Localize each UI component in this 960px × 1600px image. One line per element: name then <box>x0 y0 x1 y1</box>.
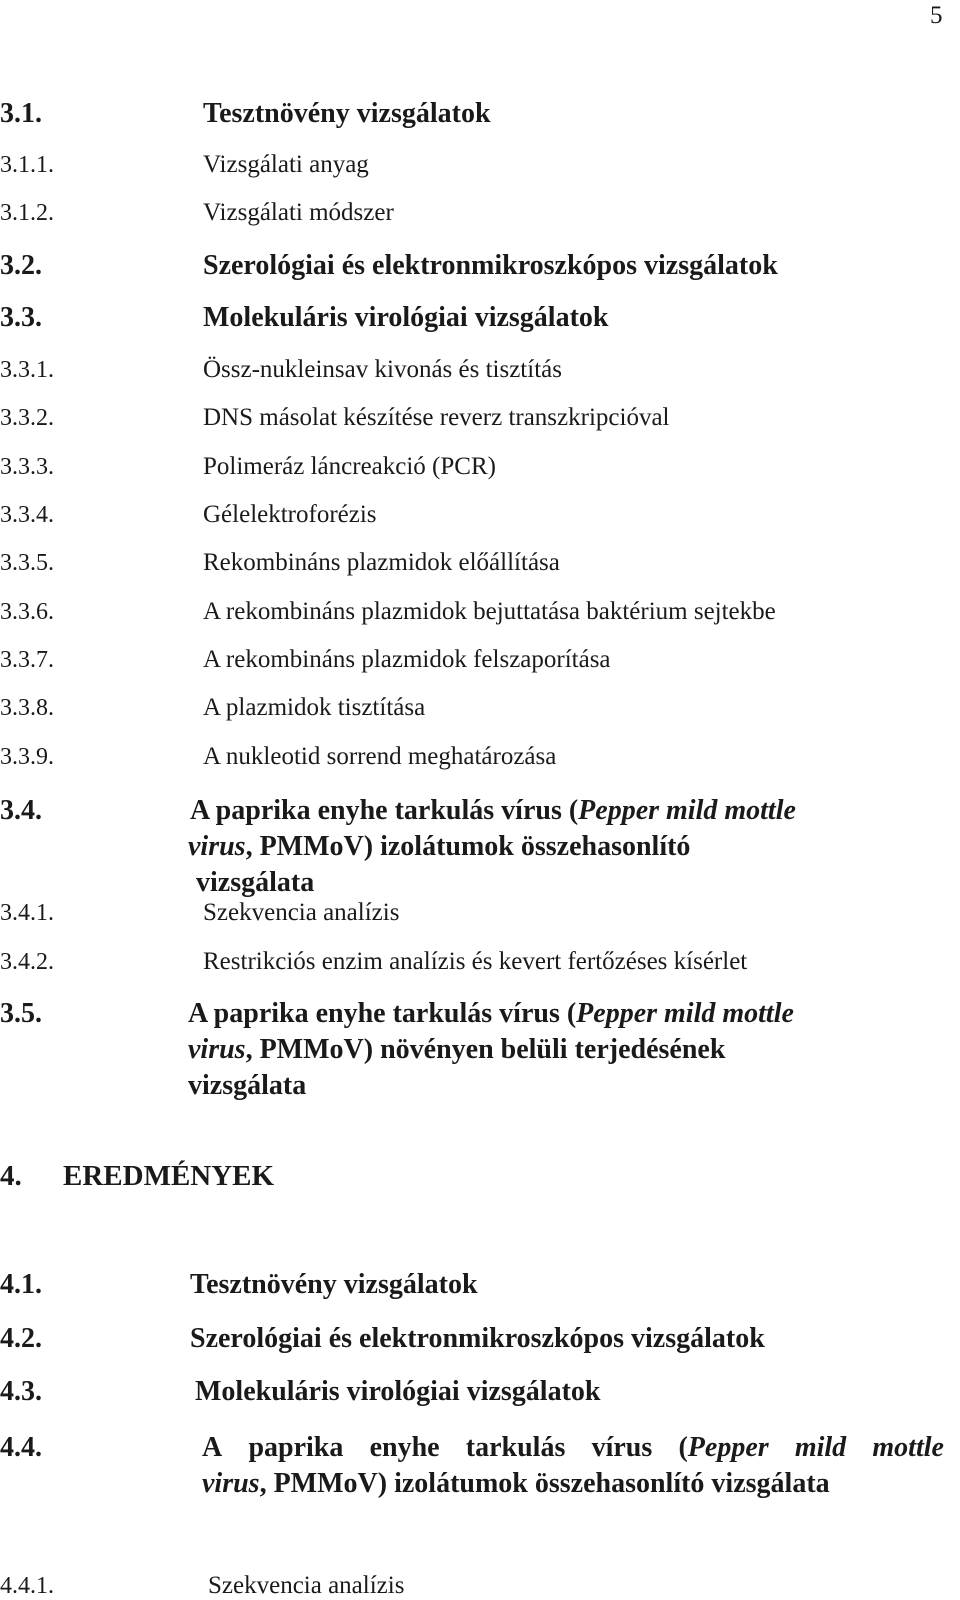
toc-number: 4.1. <box>0 1269 42 1300</box>
toc-number: 3.3.6. <box>0 599 54 625</box>
toc-title: Molekuláris virológiai vizsgálatok <box>195 1376 601 1407</box>
toc-title: Tesztnövény vizsgálatok <box>190 1269 478 1300</box>
toc-number: 4. <box>0 1160 22 1192</box>
toc-number: 3.5. <box>0 998 42 1029</box>
toc-number: 3.3. <box>0 302 42 333</box>
toc-title: Vizsgálati anyag <box>203 151 369 178</box>
toc-number: 3.4.1. <box>0 900 54 926</box>
toc-title: Rekombináns plazmidok előállítása <box>203 549 560 576</box>
toc-number: 3.3.8. <box>0 695 54 721</box>
toc-title-block: A paprika enyhe tarkulás vírus (Pepper mild mottle virus, PMMoV) növényen belüli terjedésének vizsgálata <box>188 998 794 1101</box>
toc-number: 3.4.2. <box>0 949 54 975</box>
toc-number: 3.3.5. <box>0 550 54 576</box>
toc-title: DNS másolat készítése reverz transzkripcióval <box>203 404 670 431</box>
toc-title-block: A paprika enyhe tarkulás vírus (Pepper mild mottle virus, PMMoV) izolátumok összehasonlító vizsgálata <box>188 795 796 898</box>
toc-number: 3.1. <box>0 98 42 129</box>
toc-title: Vizsgálati módszer <box>203 199 394 226</box>
toc-title: Szerológiai és elektronmikroszkópos vizsgálatok <box>203 250 778 281</box>
toc-number: 3.3.4. <box>0 502 54 528</box>
toc-title: A nukleotid sorrend meghatározása <box>203 743 557 770</box>
toc-title: Össz-nukleinsav kivonás és tisztítás <box>203 356 562 383</box>
toc-title: A rekombináns plazmidok felszaporítása <box>203 646 611 673</box>
toc-number: 4.4.1. <box>0 1573 54 1599</box>
toc-title: Szekvencia analízis <box>208 1572 405 1599</box>
toc-title: A rekombináns plazmidok bejuttatása baktérium sejtekbe <box>203 598 776 625</box>
toc-title: Gélelektroforézis <box>203 501 377 528</box>
toc-title: EREDMÉNYEK <box>63 1160 275 1192</box>
toc-number: 3.3.1. <box>0 357 54 383</box>
toc-number: 3.3.2. <box>0 405 54 431</box>
toc-title: Szerológiai és elektronmikroszkópos vizsgálatok <box>190 1323 765 1354</box>
toc-number: 4.3. <box>0 1376 42 1407</box>
page-number: 5 <box>930 2 943 29</box>
toc-title: A plazmidok tisztítása <box>203 694 426 721</box>
toc-title-block: A paprika enyhe tarkulás vírus (Pepper mild mottle virus, PMMoV) izolátumok összehasonlító vizsgálata <box>202 1432 944 1499</box>
toc-title: Polimeráz láncreakció (PCR) <box>203 453 496 480</box>
toc-number: 3.1.2. <box>0 200 54 226</box>
toc-number: 3.1.1. <box>0 152 54 178</box>
toc-number: 4.2. <box>0 1323 42 1354</box>
toc-number: 3.3.3. <box>0 454 54 480</box>
toc-number: 4.4. <box>0 1432 42 1463</box>
toc-number: 3.3.7. <box>0 647 54 673</box>
toc-title: Restrikciós enzim analízis és kevert fertőzéses kísérlet <box>203 948 748 975</box>
toc-title: Tesztnövény vizsgálatok <box>203 98 491 129</box>
toc-title: Molekuláris virológiai vizsgálatok <box>203 302 609 333</box>
toc-number: 3.4. <box>0 795 42 826</box>
toc-title: Szekvencia analízis <box>203 899 400 926</box>
toc-number: 3.2. <box>0 250 42 281</box>
toc-number: 3.3.9. <box>0 744 54 770</box>
